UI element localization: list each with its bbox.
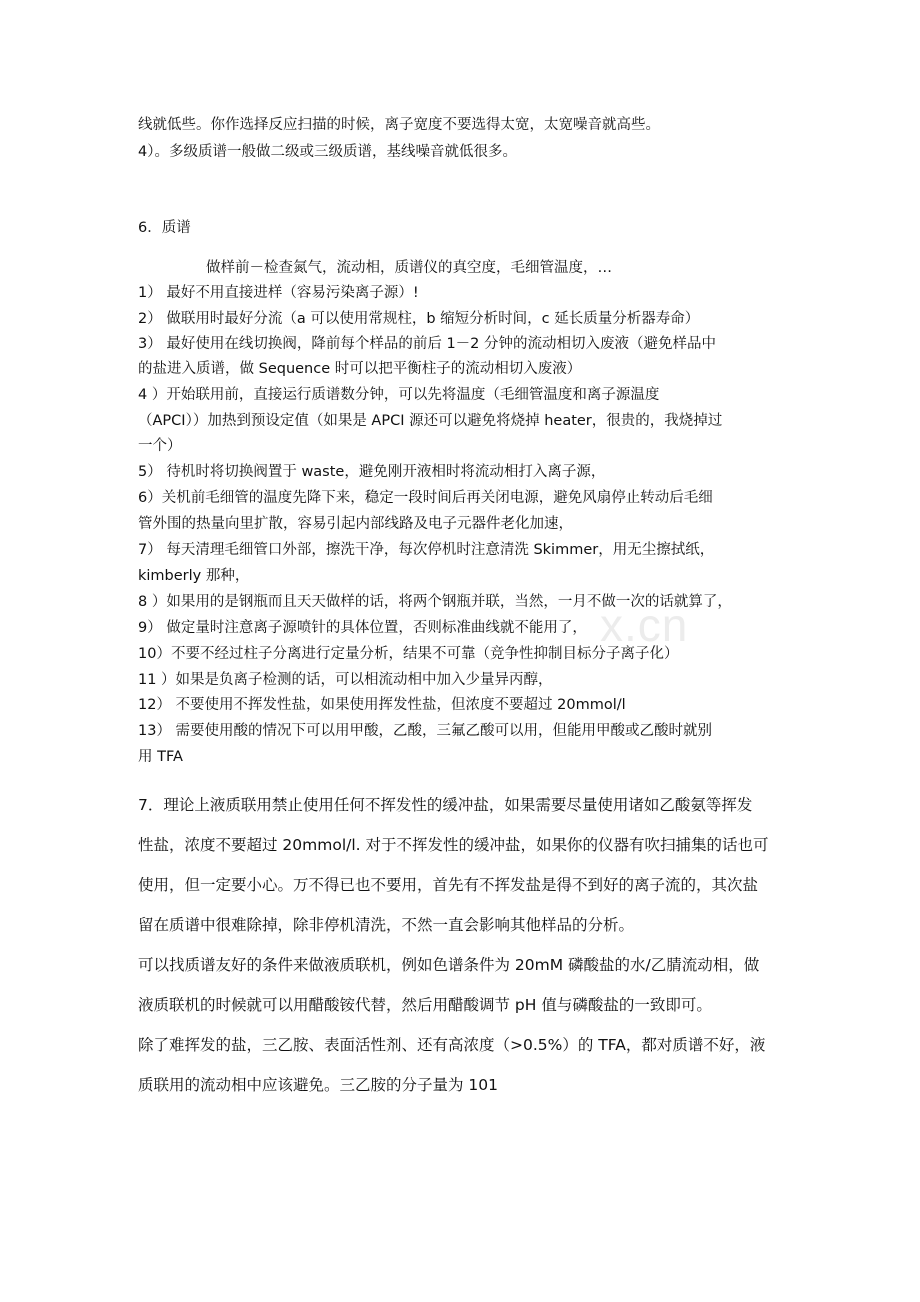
- section-6-line: （APCI））加热到预设定值（如果是 APCI 源还可以避免将烧掉 heater，很贵的，我烧掉过: [138, 413, 723, 429]
- watermark: x.cn: [600, 599, 689, 651]
- section-6-line: 2） 做联用时最好分流（a 可以使用常规柱，b 缩短分析时间，c 延长质量分析器寿命）: [138, 311, 700, 327]
- section-6-line: 9） 做定量时注意离子源喷针的具体位置，否则标准曲线就不能用了，: [138, 620, 587, 636]
- section-6-line: 一个）: [138, 438, 182, 454]
- section-6-line: 用 TFA: [138, 749, 183, 765]
- section-6-line: 7） 每天清理毛细管口外部，擦洗干净，每次停机时注意清洗 Skimmer，用无尘擦拭纸，: [138, 542, 715, 558]
- section-6-line: 3） 最好使用在线切换阀，降前每个样品的前后 1－2 分钟的流动相切入废液（避免样品中: [138, 336, 716, 352]
- section-7-line: 可以找质谱友好的条件来做液质联机，例如色谱条件为 20mM 磷酸盐的水/乙腈流动相，做: [138, 956, 760, 974]
- section-6-line: 11 ）如果是负离子检测的话，可以相流动相中加入少量异丙醇，: [138, 672, 553, 688]
- section-6-line: 10）不要不经过柱子分离进行定量分析，结果不可靠（竞争性抑制目标分子离子化）: [138, 646, 679, 662]
- top-line-2: 4）。多级质谱一般做二级或三级质谱，基线噪音就低很多。: [138, 144, 517, 160]
- section-6-line: 8 ）如果用的是钢瓶而且天天做样的话，将两个钢瓶并联，当然，一月不做一次的话就算了，: [138, 594, 732, 610]
- section-7-line: 使用，但一定要小心。万不得已也不要用，首先有不挥发盐是得不到好的离子流的，其次盐: [138, 876, 759, 894]
- section-7-line: 除了难挥发的盐，三乙胺、表面活性剂、还有高浓度（>0.5%）的 TFA，都对质谱不好，液: [138, 1036, 766, 1054]
- section-6-line: kimberly 那种，: [138, 568, 250, 584]
- section-7-line: 质联用的流动相中应该避免。三乙胺的分子量为 101: [138, 1076, 499, 1094]
- section-7-line: 留在质谱中很难除掉，除非停机清洗，不然一直会影响其他样品的分析。: [138, 916, 635, 934]
- section-7-line: 7．理论上液质联用禁止使用任何不挥发性的缓冲盐，如果需要尽量使用诸如乙酸氨等挥发: [138, 796, 753, 814]
- section-6-line: 4 ）开始联用前，直接运行质谱数分钟，可以先将温度（毛细管温度和离子源温度: [138, 387, 660, 403]
- top-line-1: 线就低些。你作选择反应扫描的时候，离子宽度不要选得太宽，太宽噪音就高些。: [138, 117, 660, 133]
- section-6-line: 13） 需要使用酸的情况下可以用甲酸，乙酸，三氟乙酸可以用，但能用甲酸或乙酸时就别: [138, 723, 713, 739]
- section-7-line: 性盐，浓度不要超过 20mmol/l. 对于不挥发性的缓冲盐，如果你的仪器有吹扫捕集的话也可: [138, 836, 769, 854]
- section-6-intro: 做样前－检查氮气，流动相，质谱仪的真空度，毛细管温度，…: [206, 260, 612, 276]
- section-6-line: 6）关机前毛细管的温度先降下来，稳定一段时间后再关闭电源，避免风扇停止转动后毛细: [138, 490, 713, 506]
- section-6-line: 5） 待机时将切换阀置于 waste，避免刚开液相时将流动相打入离子源，: [138, 464, 606, 480]
- section-6-heading: 6．质谱: [138, 220, 191, 236]
- section-6-line: 1） 最好不用直接进样（容易污染离子源）!: [138, 285, 419, 301]
- section-6-line: 的盐进入质谱，做 Sequence 时可以把平衡柱子的流动相切入废液）: [138, 361, 582, 377]
- section-7-line: 液质联机的时候就可以用醋酸铵代替，然后用醋酸调节 pH 值与磷酸盐的一致即可。: [138, 996, 712, 1014]
- section-6-line: 12） 不要使用不挥发性盐，如果使用挥发性盐，但浓度不要超过 20mmol/l: [138, 697, 626, 713]
- section-6-line: 管外围的热量向里扩散，容易引起内部线路及电子元器件老化加速，: [138, 516, 573, 532]
